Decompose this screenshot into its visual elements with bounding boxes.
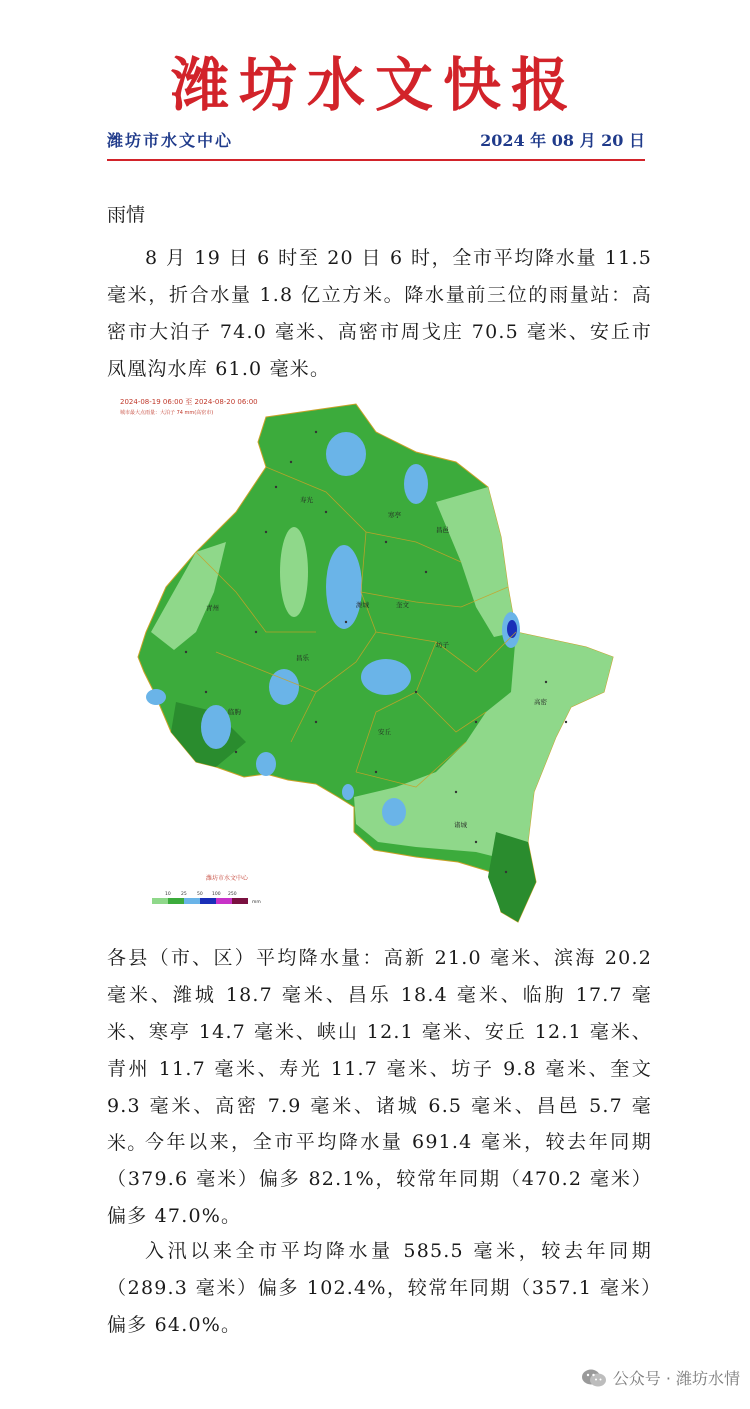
map-legend <box>152 891 261 905</box>
flood-season-paragraph: 入汛以来全市平均降水量 585.5 毫米，较去年同期（289.3 毫米）偏多 102.4%，较常年同期（357.1 毫米）偏多 64.0%。 <box>107 1240 652 1336</box>
region-label-anqiu: 安丘 <box>378 728 391 736</box>
year-to-date-paragraph: 今年以来，全市平均降水量 691.4 毫米，较去年同期（379.6 毫米）偏多 82.1%，较常年同期（470.2 毫米）偏多 47.0%。 <box>107 1131 652 1227</box>
map-zone-center <box>280 527 308 617</box>
report-date: 2024 年 08 月 20 日 <box>480 131 645 150</box>
region-label-changle: 昌乐 <box>296 654 309 662</box>
wechat-account-label: 公众号 · 潍坊水情 <box>612 1369 740 1388</box>
map-note-text: 城市最大点雨量：大泊子 74 mm(高密市) <box>120 410 214 416</box>
rainfall-map <box>116 392 626 932</box>
legend-tick-0: 10 <box>165 892 171 897</box>
map-cell-10 <box>342 784 354 800</box>
report-title: 潍坊水文快报 <box>170 51 579 119</box>
region-label-linqu: 临朐 <box>228 708 241 716</box>
map-cell-12 <box>507 620 517 638</box>
legend-unit: mm <box>252 900 261 905</box>
region-label-weicheng: 潍城 <box>356 601 369 609</box>
map-credit-text: 潍坊市水文中心 <box>206 875 249 882</box>
legend-tick-3: 100 <box>212 892 221 897</box>
map-cell-7 <box>146 689 166 705</box>
legend-tick-2: 50 <box>197 892 203 897</box>
legend-tick-4: 250 <box>228 892 237 897</box>
county-rainfall-paragraph: 各县（市、区）平均降水量：高新 21.0 毫米、滨海 20.2 毫米、潍城 18.7 毫米、昌乐 18.4 毫米、临朐 17.7 毫米、寒亭 14.7 毫米、峡山 12.1 毫米、安丘 12.1 毫米、青州 11.7 毫米、寿光 11.7 毫米、坊子 9.8 毫米、奎文 9.3 毫米、高密 7.9 毫米、诸城 6.5 毫米、昌邑 5.7 毫米。 <box>107 947 652 1154</box>
map-cell-3 <box>326 545 362 629</box>
section-title: 雨情 <box>107 204 146 226</box>
wechat-account-footer[interactable] <box>581 1366 740 1389</box>
map-cell-5 <box>269 669 299 705</box>
wechat-icon <box>581 1368 607 1388</box>
issuing-organization: 潍坊市水文中心 <box>107 131 234 150</box>
region-label-kuiwen: 奎文 <box>396 601 409 609</box>
region-label-changyi: 昌邑 <box>436 526 449 534</box>
region-label-shouguang: 寿光 <box>300 496 313 504</box>
region-label-zhucheng: 诸城 <box>454 821 467 829</box>
rainfall-summary-paragraph: 8 月 19 日 6 时至 20 日 6 时，全市平均降水量 11.5 毫米，折合水量 1.8 亿立方米。降水量前三位的雨量站：高密市大泊子 74.0 毫米、高密市周戈庄 70.5 毫米、安丘市凤凰沟水库 61.0 毫米。 <box>107 247 652 380</box>
region-label-gaomi: 高密 <box>534 698 547 706</box>
map-cell-8 <box>256 752 276 776</box>
report-subheader <box>107 128 645 152</box>
map-cell-9 <box>382 798 406 826</box>
map-cell-4 <box>361 659 411 695</box>
map-period-text: 2024-08-19 06:00 至 2024-08-20 06:00 <box>120 398 258 406</box>
region-label-qingzhou: 青州 <box>206 604 219 612</box>
region-label-fangzi: 坊子 <box>436 641 449 649</box>
map-cell-6 <box>201 705 231 749</box>
legend-tick-1: 25 <box>181 892 187 897</box>
map-cell-2 <box>404 464 428 504</box>
region-label-hanting: 寒亭 <box>388 511 401 519</box>
map-cell-1 <box>326 432 366 476</box>
header-divider <box>107 159 645 161</box>
